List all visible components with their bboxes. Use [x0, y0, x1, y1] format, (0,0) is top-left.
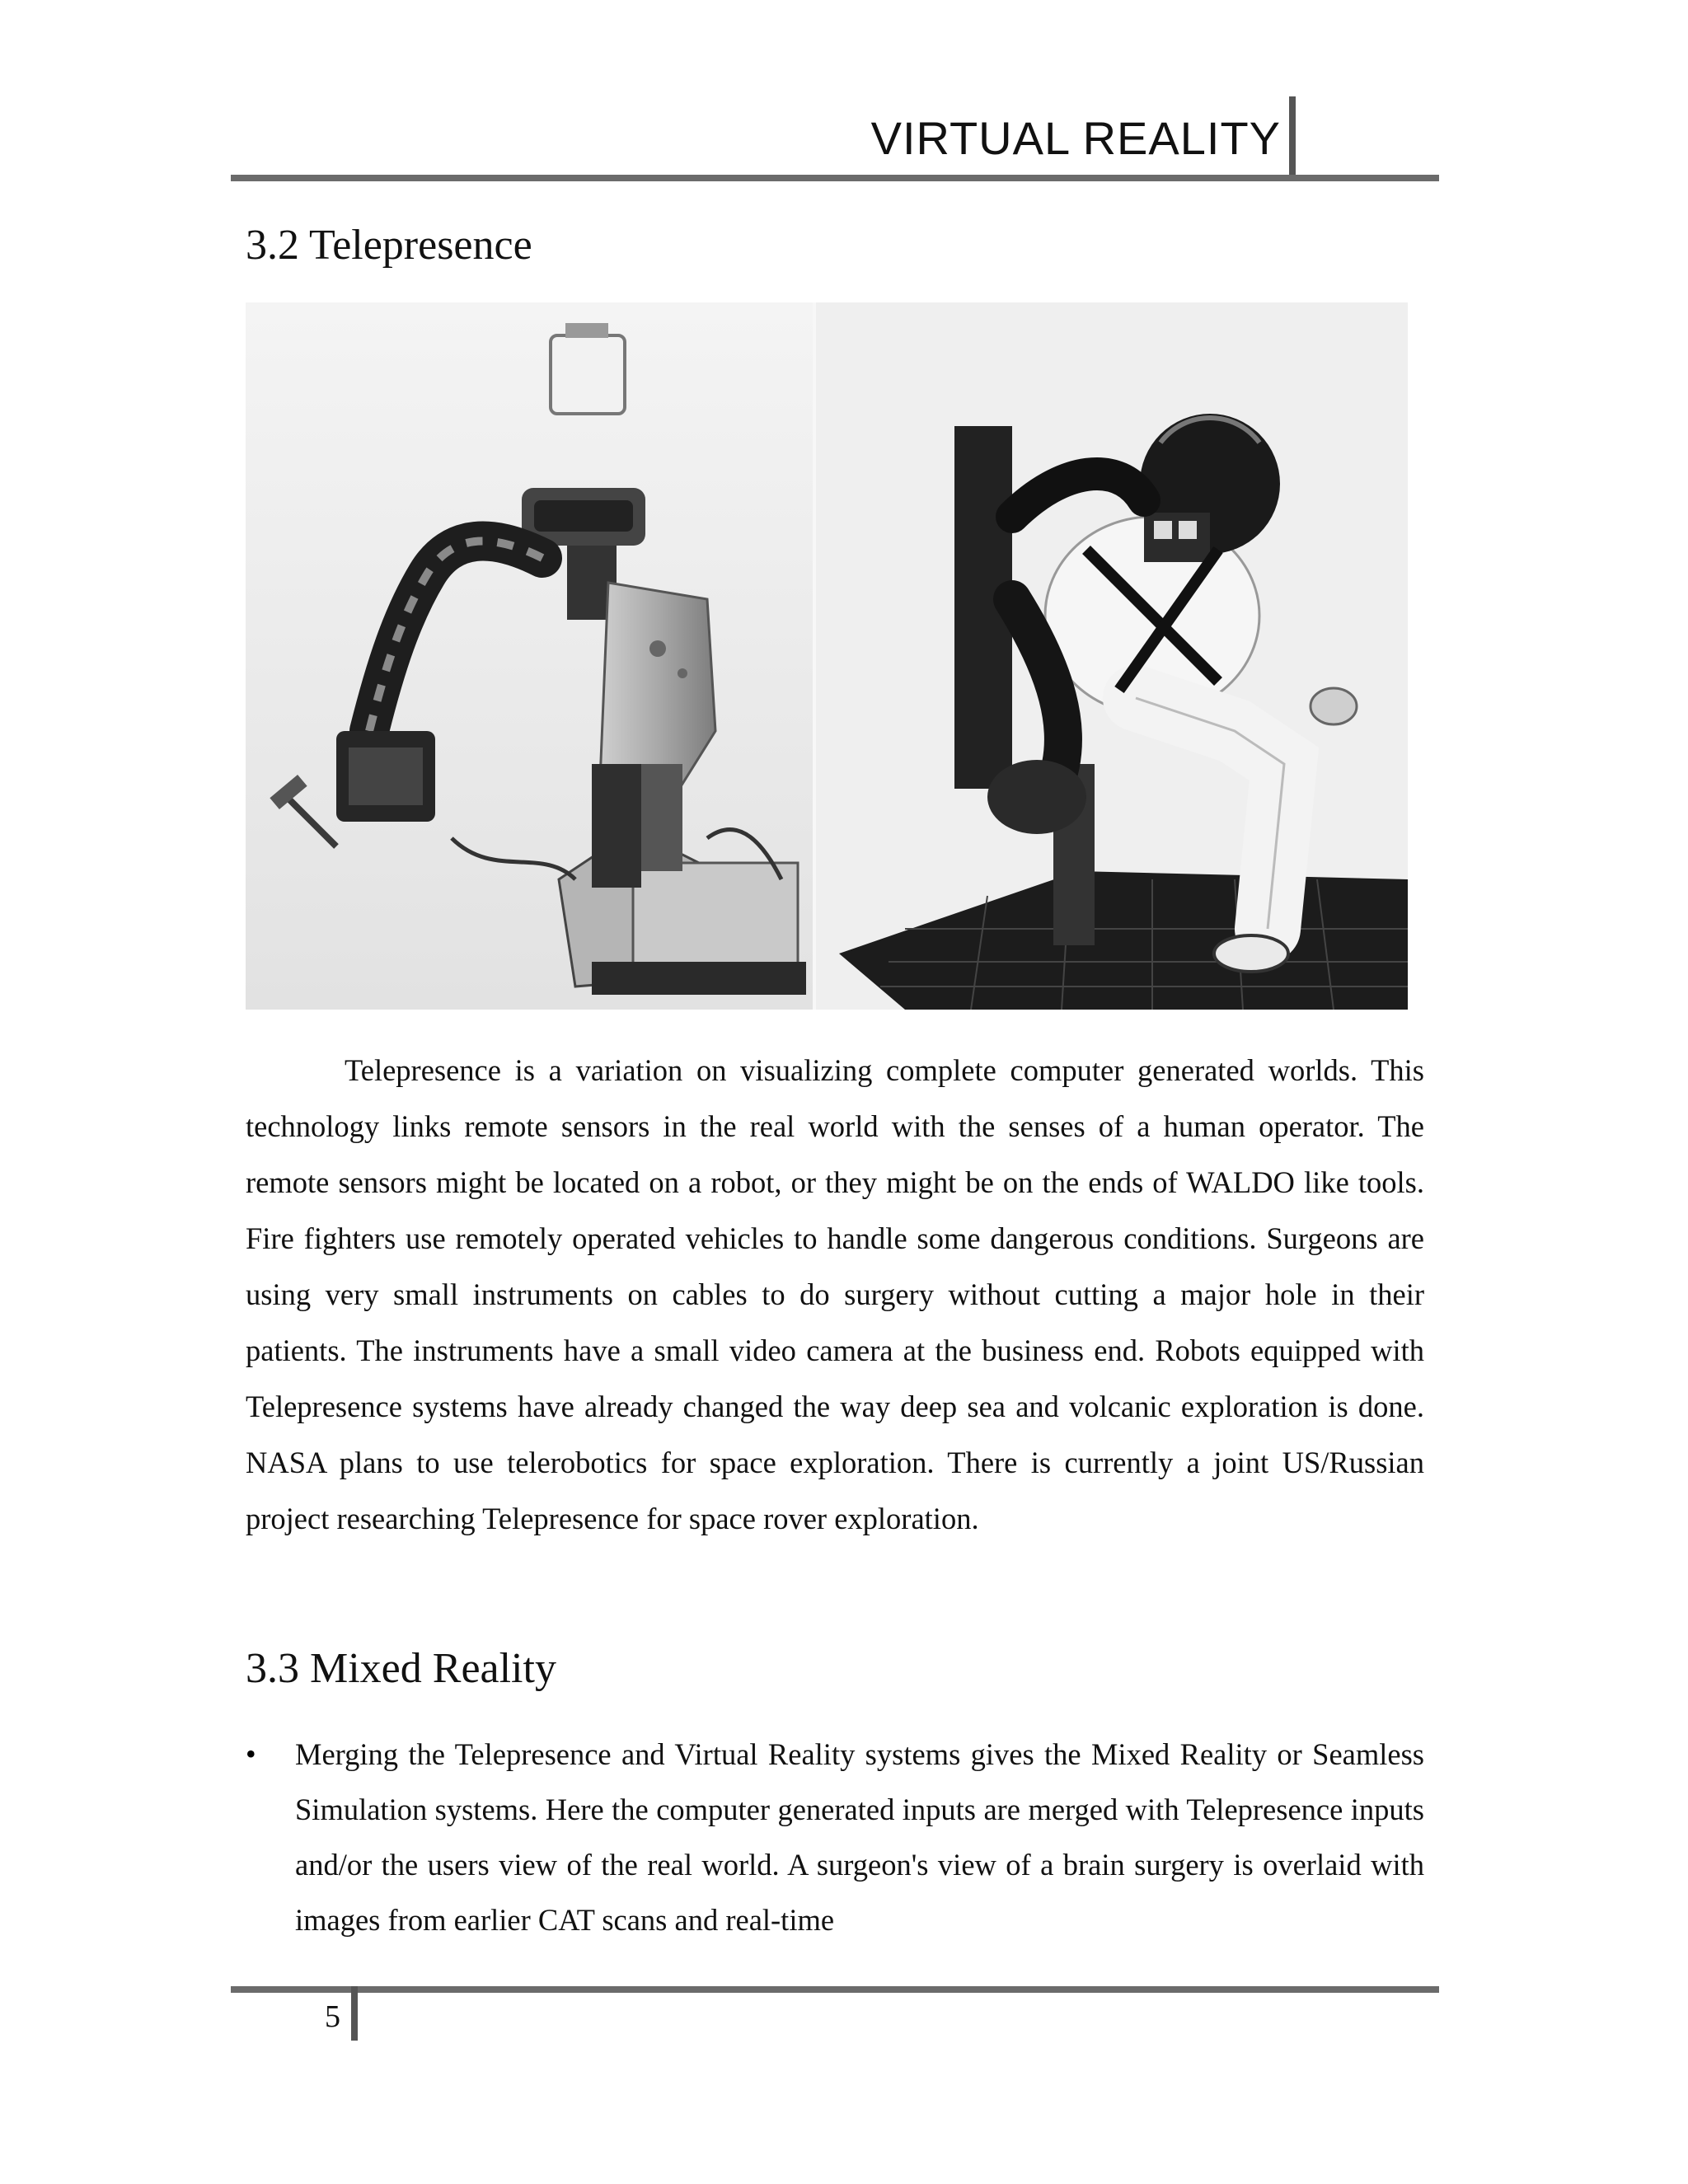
telepresence-paragraph: Telepresence is a variation on visualizing complete computer generated worlds. This technology links remote sensors in the real world with the senses of a human operator. The remote sensors might be located on a robot, or they might be on the ends of WALDO like tools. Fire fighters use remotely operated vehicles to handle some dangerous conditions. Surgeons are using very small instruments on cables to do surgery without cutting a major hole in their patients. The instruments have a small video camera at the business end. Robots equipped with Telepresence systems have already changed the way deep sea and volcanic exploration is done. NASA plans to use telerobotics for space exploration. There is currently a joint US/Russian project researching Telepresence for space rover exploration.	[246, 1053, 1424, 1535]
section-heading-mixed-reality: 3.3 Mixed Reality	[246, 1645, 556, 1692]
header-divider	[1289, 96, 1296, 179]
page-number: 5	[325, 1999, 340, 2034]
telepresence-robot-photo	[246, 302, 1408, 1010]
footer-divider	[351, 1986, 358, 2041]
bullet-text: Merging the Telepresence and Virtual Reality systems gives the Mixed Reality or Seamless Simulation systems. Here the computer generated inputs are merged with Telepresence inputs and/or the users view of the real world. A surgeon's view of a brain surgery is overlaid with images from earlier CAT scans and real-time	[295, 1737, 1424, 1937]
running-header-title: VIRTUAL REALITY	[870, 112, 1281, 164]
footer-rule	[231, 1986, 1439, 1993]
header-rule	[231, 175, 1439, 181]
section-heading-telepresence: 3.2 Telepresence	[246, 222, 532, 269]
bullet-icon: •	[246, 1737, 256, 1770]
